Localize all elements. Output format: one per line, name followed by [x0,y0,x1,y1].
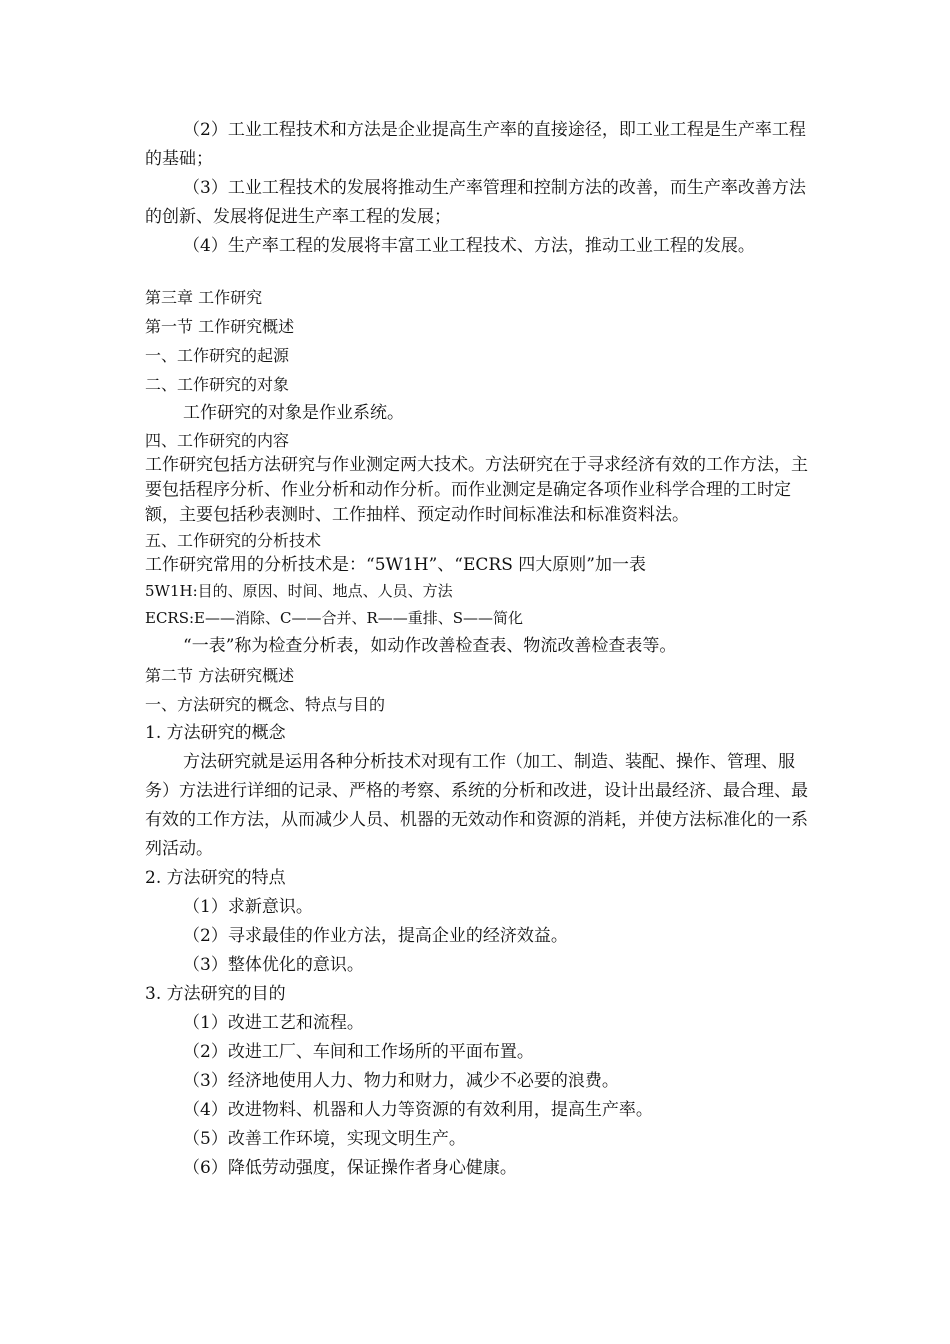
list-item: （5）改善工作环境，实现文明生产。 [183,1129,466,1149]
paragraph: 工作研究常用的分析技术是：“5W1H”、“ECRS 四大原则”加一表 [145,555,646,575]
intro-item: （4）生产率工程的发展将丰富工业工程技术、方法，推动工业工程的发展。 [183,236,755,256]
paragraph: ECRS:E——消除、C——合并、R——重排、S——简化 [145,609,524,627]
list-item: （3）经济地使用人力、物力和财力，减少不必要的浪费。 [183,1071,619,1091]
heading: 一、方法研究的概念、特点与目的 [145,695,386,714]
paragraph: “一表”称为检查分析表，如动作改善检查表、物流改善检查表等。 [183,636,677,656]
section-title: 第二节 方法研究概述 [145,666,295,685]
list-item: （2）改进工厂、车间和工作场所的平面布置。 [183,1042,534,1062]
list-item: （2）寻求最佳的作业方法，提高企业的经济效益。 [183,926,568,946]
list-item: （4）改进物料、机器和人力等资源的有效利用，提高生产率。 [183,1100,653,1120]
spacer [145,261,810,283]
subheading: 2. 方法研究的特点 [145,868,286,888]
subheading: 1. 方法研究的概念 [145,723,286,743]
intro-item: （3）工业工程技术的发展将推动生产率管理和控制方法的改善，而生产率改善方法的创新、发展将促进生产率工程的发展； [145,178,806,227]
paragraph: 工作研究的对象是作业系统。 [183,403,404,423]
paragraph: 工作研究包括方法研究与作业测定两大技术。方法研究在于寻求经济有效的工作方法，主要包括程序分析、作业分析和动作分析。而作业测定是确定各项作业科学合理的工时定额，主要包括秒表测时、工作抽样、预定动作时间标准法和标准资料法。 [145,455,808,525]
paragraph: 5W1H:目的、原因、时间、地点、人员、方法 [145,582,453,600]
list-item: （1）求新意识。 [183,897,313,917]
list-item: （6）降低劳动强度，保证操作者身心健康。 [183,1158,517,1178]
heading: 一、工作研究的起源 [145,346,290,365]
intro-item: （2）工业工程技术和方法是企业提高生产率的直接途径，即工业工程是生产率工程的基础； [145,120,806,169]
page-content [145,116,810,1183]
chapter-title: 第三章 工作研究 [145,288,263,307]
subheading: 3. 方法研究的目的 [145,984,286,1004]
heading: 四、工作研究的内容 [145,431,290,450]
heading: 五、工作研究的分析技术 [145,531,322,550]
heading: 二、工作研究的对象 [145,375,290,394]
section-title: 第一节 工作研究概述 [145,317,295,336]
list-item: （3）整体优化的意识。 [183,955,364,975]
list-item: （1）改进工艺和流程。 [183,1013,364,1033]
paragraph: 方法研究就是运用各种分析技术对现有工作（加工、制造、装配、操作、管理、服务）方法进行详细的记录、严格的考察、系统的分析和改进，设计出最经济、最合理、最有效的工作方法，从而减少人员、机器的无效动作和资源的消耗，并使方法标准化的一系列活动。 [145,752,808,859]
